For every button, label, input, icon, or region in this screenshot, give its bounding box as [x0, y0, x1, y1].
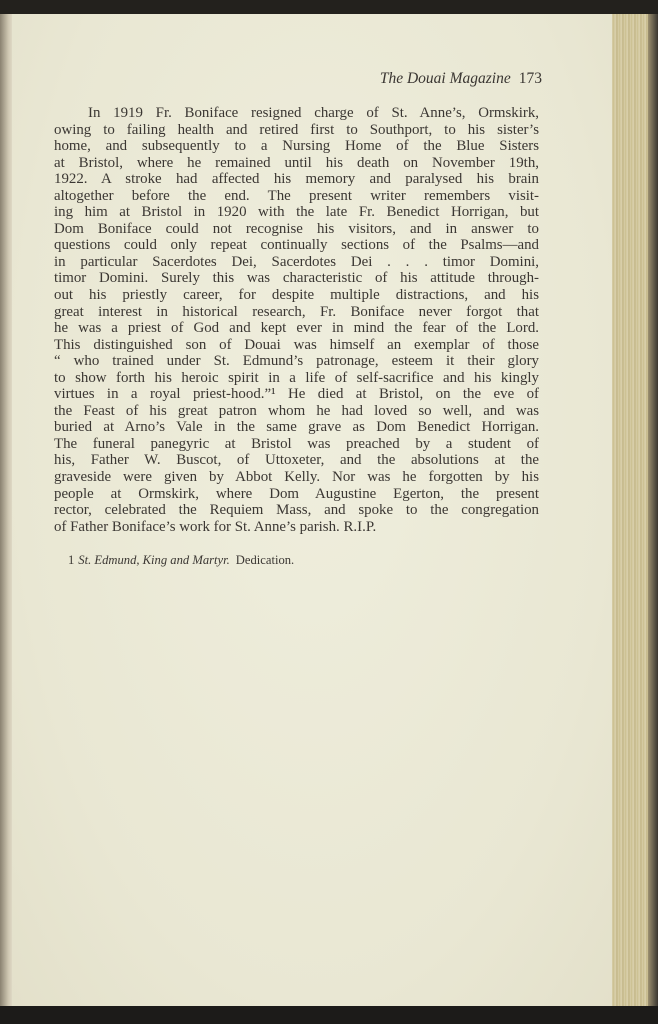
- bottom-book-edge: [0, 1006, 658, 1024]
- text-line: of Father Boniface’s work for St. Anne’s parish. R.I.P.: [54, 518, 377, 535]
- text-line: he was a priest of God and kept ever in mind the fear of the Lord.: [54, 320, 539, 337]
- footnote-title: St. Edmund, King and Martyr.: [78, 553, 230, 567]
- page-stack-edges: [612, 14, 658, 1008]
- text-line: Dom Boniface could not recognise his visitors, and in answer to: [54, 220, 539, 237]
- text-line: his, Father W. Buscot, of Uttoxeter, and the absolutions at the: [54, 452, 539, 469]
- text-line: “ who trained under St. Edmund’s patronage, esteem it their glory: [54, 353, 539, 370]
- text-line: the Feast of his great patron whom he had loved so well, and was: [54, 402, 539, 419]
- running-head: [340, 70, 542, 88]
- text-line: out his priestly career, for despite multiple distractions, and his: [54, 287, 539, 304]
- text-line: ing him at Bristol in 1920 with the late Fr. Benedict Horrigan, but: [54, 204, 539, 221]
- text-line: rector, celebrated the Requiem Mass, and spoke to the congregation: [54, 502, 539, 519]
- text-line: owing to failing health and retired first to Southport, to his sister’s: [54, 121, 539, 138]
- magazine-title: The Douai Magazine: [379, 70, 511, 87]
- text-line: This distinguished son of Douai was himself an exemplar of those: [54, 336, 539, 353]
- text-line: great interest in historical research, Fr. Boniface never forgot that: [54, 303, 539, 320]
- page-number: 173: [518, 70, 542, 87]
- text-line: at Bristol, where he remained until his death on November 19th,: [54, 154, 539, 171]
- text-line: In 1919 Fr. Boniface resigned charge of St. Anne’s, Ormskirk,: [88, 105, 539, 121]
- text-line: people at Ormskirk, where Dom Augustine Egerton, the present: [54, 485, 539, 502]
- footnote-text: Dedication.: [235, 553, 295, 567]
- text-line: 1922. A stroke had affected his memory and paralysed his brain: [54, 171, 539, 188]
- text-line: The funeral panegyric at Bristol was preached by a student of: [54, 435, 539, 452]
- text-line: timor Domini. Surely this was characteristic of his attitude through-: [54, 270, 539, 287]
- text-line: altogether before the end. The present writer remembers visit-: [54, 187, 539, 204]
- text-line: to show forth his heroic spirit in a life of self-sacrifice and his kingly: [54, 369, 539, 386]
- text-line: virtues in a royal priest-hood.”¹ He died at Bristol, on the eve of: [54, 386, 539, 403]
- text-line: graveside were given by Abbot Kelly. Nor was he forgotten by his: [54, 469, 539, 486]
- text-line: in particular Sacerdotes Dei, Sacerdotes Dei . . . timor Domini,: [54, 253, 539, 270]
- text-line: buried at Arno’s Vale in the same grave as Dom Benedict Horrigan.: [54, 419, 539, 436]
- text-line: questions could only repeat continually sections of the Psalms—and: [54, 237, 539, 254]
- body-paragraph: [54, 105, 539, 535]
- footnote-mark: 1: [68, 553, 75, 567]
- footnote: [68, 553, 538, 568]
- text-line: home, and subsequently to a Nursing Home of the Blue Sisters: [54, 138, 539, 155]
